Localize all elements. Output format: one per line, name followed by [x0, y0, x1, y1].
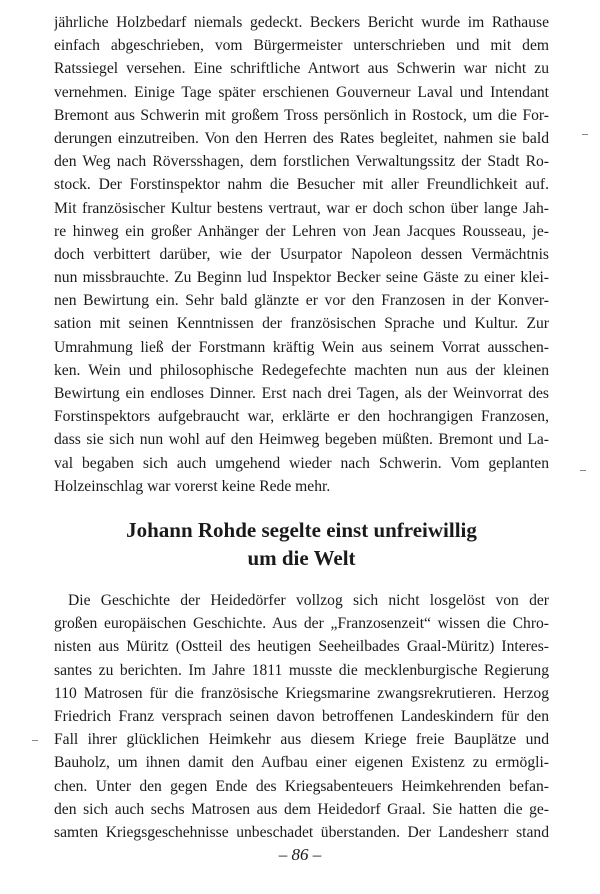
body-paragraph-top — [54, 11, 549, 498]
text-line: Friedrich Franz versprach seinen davon betroffenen Landeskindern für den — [54, 707, 549, 725]
text-line: Bremont aus Schwerin mit großem Tross persönlich in Rostock, um die For- — [54, 106, 549, 124]
text-line: stock. Der Forstinspektor nahm die Besucher mit aller Freundlichkeit auf. — [54, 176, 549, 194]
text-line: Mit französischer Kultur bestens vertraut, war er doch schon über lange Jah- — [54, 199, 549, 217]
section-heading-line-2: um die Welt — [247, 546, 356, 570]
text-line: nun missbrauchte. Zu Beginn lud Inspektor Becker seine Gäste zu einer klei- — [54, 269, 549, 287]
text-line: Fall ihrer glücklichen Heimkehr aus diesem Kriege freie Bauplätze und — [54, 731, 549, 749]
page-number: – 86 – — [278, 845, 322, 864]
text-line: vernehmen. Einige Tage später erschienen Gouverneur Laval und Intendant — [54, 83, 549, 101]
text-line: nisten aus Müritz (Ostteil des heutigen Seeheilbades Graal-Müritz) Interes- — [54, 638, 549, 656]
text-line: samten Kriegsgeschehnisse unbeschadet überstanden. Der Landesherr stand — [54, 823, 549, 841]
text-line: chen. Unter den gegen Ende des Kriegsabenteuers Heimkehrenden befan- — [54, 777, 549, 795]
text-line: jährliche Holzbedarf niemals gedeckt. Beckers Bericht wurde im Rathause — [54, 14, 549, 31]
text-line: den Weg nach Röversshagen, dem forstlichen Verwaltungssitz der Stadt Ro- — [54, 153, 549, 171]
margin-mark — [582, 134, 588, 135]
text-line: re hinweg ein großer Anhänger der Lehren von Jean Jacques Rousseau, je- — [54, 222, 549, 240]
text-line: einfach abgeschrieben, vom Bürgermeister unterschrieben und mit dem — [54, 37, 549, 55]
margin-mark — [32, 740, 38, 741]
body-paragraph-bottom — [54, 589, 549, 844]
text-line: Die Geschichte der Heidedörfer vollzog sich nicht losgelöst von der — [68, 592, 549, 609]
text-line: Holzeinschlag war vorerst keine Rede mehr. — [54, 477, 331, 495]
text-line: großen europäischen Geschichte. Aus der „Franzosenzeit“ wissen die Chro- — [54, 615, 549, 633]
text-line: den sich auch sechs Matrosen aus dem Heidedorf Graal. Sie hatten die ge- — [54, 800, 549, 818]
text-line: ken. Wein und philosophische Redegefechte machten nun aus der kleinen — [54, 361, 549, 379]
section-heading-line-1: Johann Rohde segelte einst unfreiwillig — [126, 518, 477, 542]
text-line: Ratssiegel versehen. Eine schriftliche Antwort aus Schwerin war nicht zu — [54, 60, 549, 78]
text-line: derungen einzutreiben. Von den Herren des Rates begleitet, nahmen sie bald — [54, 129, 549, 147]
text-line: Bauholz, um ihnen damit den Aufbau einer eigenen Existenz zu ermögli- — [54, 754, 549, 772]
text-line: val begaben sich auch umgehend wieder nach Schwerin. Vom geplanten — [54, 454, 549, 472]
text-line: doch verbittert darüber, wie der Usurpator Napoleon dessen Vermächtnis — [54, 245, 549, 263]
margin-mark — [580, 470, 586, 471]
text-line: 110 Matrosen für die französische Kriegsmarine zwangsrekrutieren. Herzog — [54, 684, 549, 702]
text-line: dass sie sich nun wohl auf den Heimweg begeben müßten. Bremont und La- — [54, 431, 549, 449]
text-line: santes zu berichten. Im Jahre 1811 musste die mecklenburgische Regierung — [54, 661, 549, 679]
text-line: Umrahmung ließ der Forstmann kräftig Wein aus seinem Vorrat ausschen- — [54, 338, 549, 356]
section-heading — [54, 516, 549, 572]
text-line: Forstinspektors aufgebraucht war, erklärte er den hochrangigen Franzosen, — [54, 408, 549, 426]
text-line: Bewirtung ein endloses Dinner. Erst nach drei Tagen, als der Weinvorrat des — [54, 385, 549, 402]
text-line: nen Bewirtung ein. Sehr bald glänzte er vor den Franzosen in der Konver- — [54, 292, 549, 310]
text-line: sation mit seinen Kenntnissen der französischen Sprache und Kultur. Zur — [54, 315, 549, 333]
